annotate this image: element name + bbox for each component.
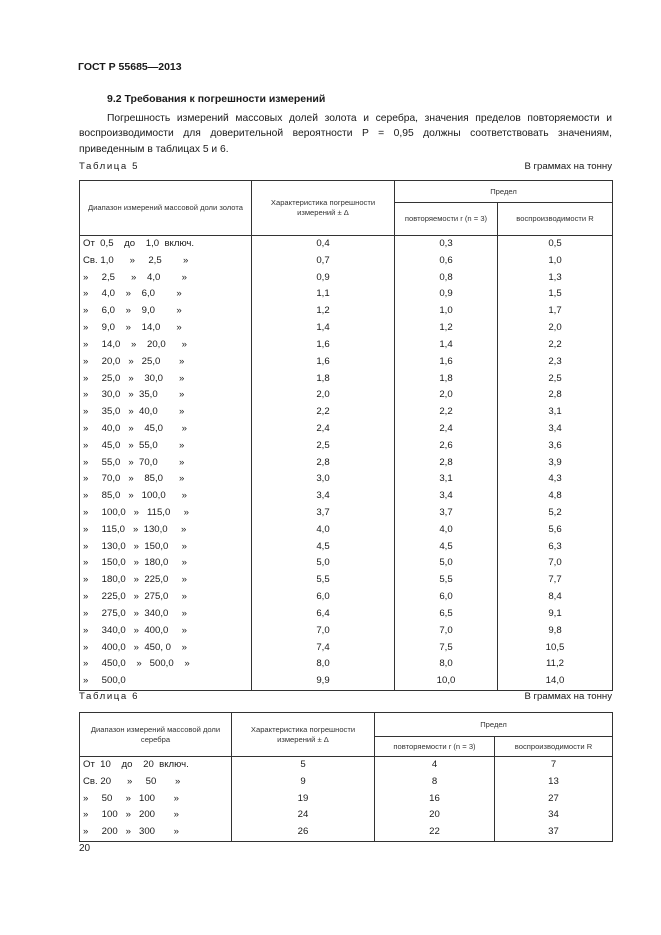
delta-cell: 2,2	[252, 404, 395, 421]
table5-row	[80, 589, 613, 606]
repeatability-cell: 1,0	[395, 303, 498, 320]
range-cell: » 50 » 100 »	[80, 791, 232, 808]
repeatability-cell: 4	[375, 757, 495, 774]
range-cell: » 200 » 300 »	[80, 824, 232, 841]
delta-cell: 5,0	[252, 555, 395, 572]
repeatability-cell: 4,0	[395, 522, 498, 539]
range-cell: » 100 » 200 »	[80, 807, 232, 824]
delta-cell: 24	[232, 807, 375, 824]
repeatability-cell: 6,0	[395, 589, 498, 606]
reproducibility-cell: 9,1	[498, 606, 613, 623]
delta-cell: 6,4	[252, 606, 395, 623]
table6-row	[80, 824, 613, 841]
table6-header-range: Диапазон измерений массовой доли серебра	[80, 713, 232, 757]
reproducibility-cell: 14,0	[498, 673, 613, 690]
reproducibility-cell: 2,8	[498, 387, 613, 404]
range-cell: » 6,0 » 9,0 »	[80, 303, 252, 320]
repeatability-cell: 7,5	[395, 640, 498, 657]
delta-cell: 19	[232, 791, 375, 808]
table5-row	[80, 303, 613, 320]
range-cell: » 150,0 » 180,0 »	[80, 555, 252, 572]
range-cell: » 20,0 » 25,0 »	[80, 354, 252, 371]
table6-row	[80, 807, 613, 824]
table5	[79, 180, 613, 691]
range-cell: » 225,0 » 275,0 »	[80, 589, 252, 606]
table6-body	[80, 757, 613, 842]
range-cell: » 70,0 » 85,0 »	[80, 471, 252, 488]
range-cell: » 130,0 » 150,0 »	[80, 539, 252, 556]
table5-row	[80, 270, 613, 287]
table6-header-limit: Предел	[375, 713, 613, 737]
delta-cell: 0,9	[252, 270, 395, 287]
table5-row	[80, 471, 613, 488]
repeatability-cell: 7,0	[395, 623, 498, 640]
range-cell: » 35,0 » 40,0 »	[80, 404, 252, 421]
reproducibility-cell: 1,7	[498, 303, 613, 320]
repeatability-cell: 3,1	[395, 471, 498, 488]
range-cell: » 115,0 » 130,0 »	[80, 522, 252, 539]
table5-row	[80, 371, 613, 388]
table6-units: В граммах на тонну	[524, 691, 612, 702]
table5-row	[80, 505, 613, 522]
range-cell: От 0,5 до 1,0 включ.	[80, 236, 252, 253]
table6-header-reproducibility: воспроизводимости R	[495, 737, 613, 757]
repeatability-cell: 5,5	[395, 572, 498, 589]
table5-row	[80, 236, 613, 253]
repeatability-cell: 1,6	[395, 354, 498, 371]
table5-units: В граммах на тонну	[524, 161, 612, 172]
range-cell: » 55,0 » 70,0 »	[80, 455, 252, 472]
delta-cell: 9	[232, 774, 375, 791]
delta-cell: 3,0	[252, 471, 395, 488]
reproducibility-cell: 3,6	[498, 438, 613, 455]
table5-header-repeatability: повторяемости r (n = 3)	[395, 203, 498, 236]
reproducibility-cell: 7	[495, 757, 613, 774]
range-cell: » 4,0 » 6,0 »	[80, 286, 252, 303]
repeatability-cell: 5,0	[395, 555, 498, 572]
reproducibility-cell: 6,3	[498, 539, 613, 556]
range-cell: » 275,0 » 340,0 »	[80, 606, 252, 623]
reproducibility-cell: 2,0	[498, 320, 613, 337]
repeatability-cell: 0,6	[395, 253, 498, 270]
table5-body	[80, 236, 613, 691]
reproducibility-cell: 11,2	[498, 656, 613, 673]
delta-cell: 4,5	[252, 539, 395, 556]
repeatability-cell: 16	[375, 791, 495, 808]
table6	[79, 712, 613, 842]
reproducibility-cell: 2,2	[498, 337, 613, 354]
range-cell: От 10 до 20 включ.	[80, 757, 232, 774]
delta-cell: 5	[232, 757, 375, 774]
range-cell: » 500,0	[80, 673, 252, 690]
table5-row	[80, 421, 613, 438]
delta-cell: 9,9	[252, 673, 395, 690]
range-cell: Св. 20 » 50 »	[80, 774, 232, 791]
table5-row	[80, 286, 613, 303]
table6-header-characteristic: Характеристика погрешности измерений ± Δ	[232, 713, 375, 757]
section-title: 9.2 Требования к погрешности измерений	[107, 93, 326, 105]
table5-header-reproducibility: воспроизводимости R	[498, 203, 613, 236]
delta-cell: 1,1	[252, 286, 395, 303]
table5-row	[80, 539, 613, 556]
repeatability-cell: 20	[375, 807, 495, 824]
range-cell: » 30,0 » 35,0 »	[80, 387, 252, 404]
repeatability-cell: 4,5	[395, 539, 498, 556]
delta-cell: 2,5	[252, 438, 395, 455]
table5-row	[80, 488, 613, 505]
delta-cell: 8,0	[252, 656, 395, 673]
table5-row	[80, 673, 613, 690]
repeatability-cell: 1,2	[395, 320, 498, 337]
table5-row	[80, 455, 613, 472]
reproducibility-cell: 10,5	[498, 640, 613, 657]
range-cell: » 85,0 » 100,0 »	[80, 488, 252, 505]
range-cell: » 180,0 » 225,0 »	[80, 572, 252, 589]
delta-cell: 7,0	[252, 623, 395, 640]
reproducibility-cell: 0,5	[498, 236, 613, 253]
delta-cell: 7,4	[252, 640, 395, 657]
delta-cell: 0,7	[252, 253, 395, 270]
reproducibility-cell: 5,6	[498, 522, 613, 539]
delta-cell: 4,0	[252, 522, 395, 539]
reproducibility-cell: 1,5	[498, 286, 613, 303]
delta-cell: 2,0	[252, 387, 395, 404]
repeatability-cell: 6,5	[395, 606, 498, 623]
table5-caption: Таблица 5	[79, 161, 140, 172]
repeatability-cell: 10,0	[395, 673, 498, 690]
repeatability-cell: 3,4	[395, 488, 498, 505]
repeatability-cell: 1,8	[395, 371, 498, 388]
table6-caption: Таблица 6	[79, 691, 140, 702]
delta-cell: 5,5	[252, 572, 395, 589]
reproducibility-cell: 7,7	[498, 572, 613, 589]
delta-cell: 1,8	[252, 371, 395, 388]
table5-row	[80, 320, 613, 337]
table6-row	[80, 774, 613, 791]
range-cell: » 25,0 » 30,0 »	[80, 371, 252, 388]
table5-row	[80, 623, 613, 640]
reproducibility-cell: 37	[495, 824, 613, 841]
repeatability-cell: 2,8	[395, 455, 498, 472]
reproducibility-cell: 5,2	[498, 505, 613, 522]
reproducibility-cell: 2,3	[498, 354, 613, 371]
table5-row	[80, 572, 613, 589]
table5-header-characteristic: Характеристика погрешности измерений ± Δ	[252, 181, 395, 236]
reproducibility-cell: 1,0	[498, 253, 613, 270]
table5-row	[80, 522, 613, 539]
table6-row	[80, 791, 613, 808]
table5-row	[80, 606, 613, 623]
repeatability-cell: 2,0	[395, 387, 498, 404]
repeatability-cell: 22	[375, 824, 495, 841]
range-cell: » 9,0 » 14,0 »	[80, 320, 252, 337]
reproducibility-cell: 13	[495, 774, 613, 791]
reproducibility-cell: 7,0	[498, 555, 613, 572]
delta-cell: 26	[232, 824, 375, 841]
reproducibility-cell: 3,1	[498, 404, 613, 421]
table6-header-repeatability: повторяемости r (n = 3)	[375, 737, 495, 757]
range-cell: » 340,0 » 400,0 »	[80, 623, 252, 640]
delta-cell: 1,6	[252, 354, 395, 371]
reproducibility-cell: 4,3	[498, 471, 613, 488]
table5-header-limit: Предел	[395, 181, 613, 203]
reproducibility-cell: 8,4	[498, 589, 613, 606]
table5-row	[80, 640, 613, 657]
table5-row	[80, 387, 613, 404]
range-cell: » 40,0 » 45,0 »	[80, 421, 252, 438]
intro-paragraph: Погрешность измерений массовых долей золота и серебра, значения пределов повторяемости и воспроизводимости для доверительной вероятности P = 0,95 должны соответствовать значениям, приведенным в таблицах 5 и 6.	[79, 113, 612, 155]
table5-row	[80, 555, 613, 572]
delta-cell: 3,4	[252, 488, 395, 505]
table5-header-range: Диапазон измерений массовой доли золота	[80, 181, 252, 236]
table5-row	[80, 656, 613, 673]
table5-row	[80, 438, 613, 455]
delta-cell: 1,4	[252, 320, 395, 337]
delta-cell: 1,2	[252, 303, 395, 320]
table5-row	[80, 354, 613, 371]
range-cell: Св. 1,0 » 2,5 »	[80, 253, 252, 270]
page-number: 20	[79, 843, 91, 854]
reproducibility-cell: 27	[495, 791, 613, 808]
delta-cell: 3,7	[252, 505, 395, 522]
reproducibility-cell: 34	[495, 807, 613, 824]
repeatability-cell: 2,2	[395, 404, 498, 421]
range-cell: » 45,0 » 55,0 »	[80, 438, 252, 455]
repeatability-cell: 2,4	[395, 421, 498, 438]
table5-row	[80, 253, 613, 270]
repeatability-cell: 0,3	[395, 236, 498, 253]
delta-cell: 1,6	[252, 337, 395, 354]
repeatability-cell: 1,4	[395, 337, 498, 354]
delta-cell: 2,8	[252, 455, 395, 472]
repeatability-cell: 0,8	[395, 270, 498, 287]
repeatability-cell: 3,7	[395, 505, 498, 522]
reproducibility-cell: 9,8	[498, 623, 613, 640]
range-cell: » 400,0 » 450, 0 »	[80, 640, 252, 657]
repeatability-cell: 8	[375, 774, 495, 791]
table5-row	[80, 337, 613, 354]
reproducibility-cell: 4,8	[498, 488, 613, 505]
delta-cell: 0,4	[252, 236, 395, 253]
reproducibility-cell: 1,3	[498, 270, 613, 287]
range-cell: » 14,0 » 20,0 »	[80, 337, 252, 354]
table5-row	[80, 404, 613, 421]
reproducibility-cell: 3,9	[498, 455, 613, 472]
document-id: ГОСТ Р 55685—2013	[78, 61, 182, 73]
range-cell: » 2,5 » 4,0 »	[80, 270, 252, 287]
reproducibility-cell: 2,5	[498, 371, 613, 388]
delta-cell: 2,4	[252, 421, 395, 438]
repeatability-cell: 2,6	[395, 438, 498, 455]
repeatability-cell: 0,9	[395, 286, 498, 303]
range-cell: » 450,0 » 500,0 »	[80, 656, 252, 673]
table6-row	[80, 757, 613, 774]
range-cell: » 100,0 » 115,0 »	[80, 505, 252, 522]
reproducibility-cell: 3,4	[498, 421, 613, 438]
delta-cell: 6,0	[252, 589, 395, 606]
repeatability-cell: 8,0	[395, 656, 498, 673]
